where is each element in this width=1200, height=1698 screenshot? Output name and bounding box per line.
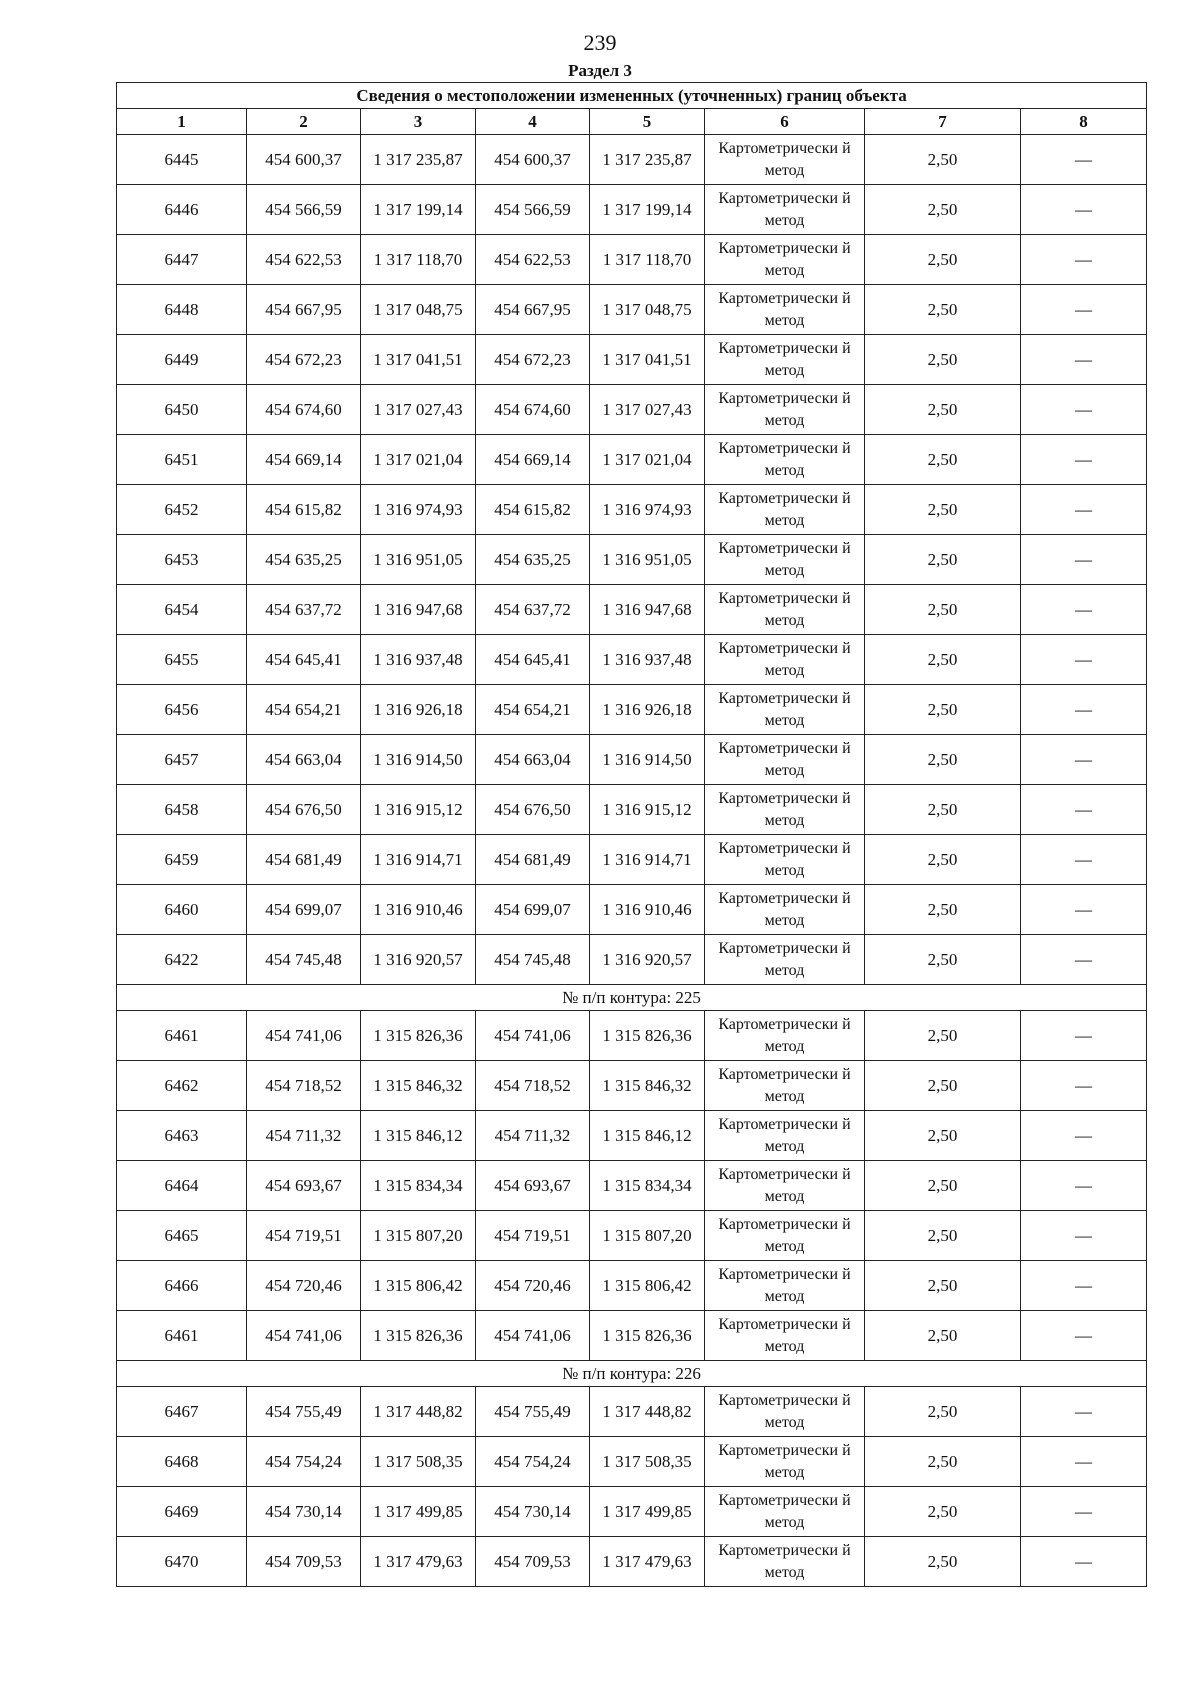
description-cell: — [1021, 1061, 1147, 1111]
contour-header-row [117, 985, 1147, 1011]
column-header: 5 [590, 109, 705, 135]
accuracy-cell: 2,50 [865, 1211, 1021, 1261]
x-new-cell: 454 711,32 [476, 1111, 590, 1161]
x-old-cell: 454 693,67 [247, 1161, 361, 1211]
x-new-cell: 454 669,14 [476, 435, 590, 485]
accuracy-cell: 2,50 [865, 235, 1021, 285]
table-row [117, 935, 1147, 985]
table-row [117, 835, 1147, 885]
accuracy-cell: 2,50 [865, 385, 1021, 435]
y-old-cell: 1 316 915,12 [361, 785, 476, 835]
accuracy-cell: 2,50 [865, 1061, 1021, 1111]
x-old-cell: 454 672,23 [247, 335, 361, 385]
description-cell: — [1021, 785, 1147, 835]
point-number-cell: 6467 [117, 1387, 247, 1437]
method-cell: Картометрически й метод [705, 535, 865, 585]
table-caption: Сведения о местоположении измененных (уточненных) границ объекта [117, 83, 1147, 109]
x-new-cell: 454 709,53 [476, 1537, 590, 1587]
column-header-row [117, 109, 1147, 135]
y-old-cell: 1 317 041,51 [361, 335, 476, 385]
point-number-cell: 6448 [117, 285, 247, 335]
description-cell: — [1021, 585, 1147, 635]
description-cell: — [1021, 1387, 1147, 1437]
x-new-cell: 454 745,48 [476, 935, 590, 985]
x-new-cell: 454 566,59 [476, 185, 590, 235]
description-cell: — [1021, 1011, 1147, 1061]
description-cell: — [1021, 835, 1147, 885]
x-new-cell: 454 622,53 [476, 235, 590, 285]
table-row [117, 785, 1147, 835]
table-row [117, 1261, 1147, 1311]
x-new-cell: 454 654,21 [476, 685, 590, 735]
method-cell: Картометрически й метод [705, 635, 865, 685]
description-cell: — [1021, 735, 1147, 785]
x-new-cell: 454 741,06 [476, 1311, 590, 1361]
x-old-cell: 454 745,48 [247, 935, 361, 985]
y-old-cell: 1 316 937,48 [361, 635, 476, 685]
method-cell: Картометрически й метод [705, 585, 865, 635]
accuracy-cell: 2,50 [865, 935, 1021, 985]
y-new-cell: 1 317 027,43 [590, 385, 705, 435]
method-cell: Картометрически й метод [705, 485, 865, 535]
x-old-cell: 454 669,14 [247, 435, 361, 485]
point-number-cell: 6446 [117, 185, 247, 235]
method-cell: Картометрически й метод [705, 1487, 865, 1537]
column-header: 1 [117, 109, 247, 135]
point-number-cell: 6449 [117, 335, 247, 385]
point-number-cell: 6464 [117, 1161, 247, 1211]
point-number-cell: 6447 [117, 235, 247, 285]
y-new-cell: 1 317 118,70 [590, 235, 705, 285]
column-header: 7 [865, 109, 1021, 135]
y-old-cell: 1 317 048,75 [361, 285, 476, 335]
description-cell: — [1021, 135, 1147, 185]
x-old-cell: 454 711,32 [247, 1111, 361, 1161]
table-row [117, 335, 1147, 385]
y-old-cell: 1 317 235,87 [361, 135, 476, 185]
method-cell: Картометрически й метод [705, 1311, 865, 1361]
description-cell: — [1021, 185, 1147, 235]
point-number-cell: 6454 [117, 585, 247, 635]
y-old-cell: 1 316 951,05 [361, 535, 476, 585]
description-cell: — [1021, 1161, 1147, 1211]
y-old-cell: 1 315 846,12 [361, 1111, 476, 1161]
description-cell: — [1021, 1211, 1147, 1261]
x-old-cell: 454 654,21 [247, 685, 361, 735]
table-row [117, 285, 1147, 335]
x-old-cell: 454 637,72 [247, 585, 361, 635]
method-cell: Картометрически й метод [705, 1161, 865, 1211]
x-old-cell: 454 741,06 [247, 1311, 361, 1361]
x-new-cell: 454 672,23 [476, 335, 590, 385]
y-old-cell: 1 317 027,43 [361, 385, 476, 435]
accuracy-cell: 2,50 [865, 1387, 1021, 1437]
method-cell: Картометрически й метод [705, 785, 865, 835]
x-new-cell: 454 693,67 [476, 1161, 590, 1211]
table-row [117, 1161, 1147, 1211]
accuracy-cell: 2,50 [865, 1111, 1021, 1161]
y-new-cell: 1 316 914,50 [590, 735, 705, 785]
x-new-cell: 454 719,51 [476, 1211, 590, 1261]
description-cell: — [1021, 535, 1147, 585]
method-cell: Картометрически й метод [705, 1387, 865, 1437]
page-number: 239 [583, 30, 617, 55]
accuracy-cell: 2,50 [865, 885, 1021, 935]
description-cell: — [1021, 935, 1147, 985]
method-cell: Картометрически й метод [705, 335, 865, 385]
section-title: Раздел 3 [568, 61, 632, 80]
y-old-cell: 1 315 826,36 [361, 1311, 476, 1361]
accuracy-cell: 2,50 [865, 1311, 1021, 1361]
x-old-cell: 454 676,50 [247, 785, 361, 835]
accuracy-cell: 2,50 [865, 685, 1021, 735]
description-cell: — [1021, 385, 1147, 435]
y-new-cell: 1 317 508,35 [590, 1437, 705, 1487]
description-cell: — [1021, 235, 1147, 285]
point-number-cell: 6465 [117, 1211, 247, 1261]
x-old-cell: 454 622,53 [247, 235, 361, 285]
x-new-cell: 454 600,37 [476, 135, 590, 185]
accuracy-cell: 2,50 [865, 835, 1021, 885]
y-new-cell: 1 317 479,63 [590, 1537, 705, 1587]
table-row [117, 235, 1147, 285]
point-number-cell: 6470 [117, 1537, 247, 1587]
point-number-cell: 6461 [117, 1011, 247, 1061]
x-new-cell: 454 754,24 [476, 1437, 590, 1487]
accuracy-cell: 2,50 [865, 1487, 1021, 1537]
method-cell: Картометрически й метод [705, 1011, 865, 1061]
accuracy-cell: 2,50 [865, 735, 1021, 785]
contour-label: № п/п контура: 226 [117, 1361, 1147, 1387]
y-new-cell: 1 316 974,93 [590, 485, 705, 535]
x-new-cell: 454 741,06 [476, 1011, 590, 1061]
x-old-cell: 454 699,07 [247, 885, 361, 935]
table-row [117, 1311, 1147, 1361]
y-old-cell: 1 316 914,71 [361, 835, 476, 885]
table-row [117, 535, 1147, 585]
column-header: 8 [1021, 109, 1147, 135]
description-cell: — [1021, 335, 1147, 385]
y-new-cell: 1 316 926,18 [590, 685, 705, 735]
table-row [117, 185, 1147, 235]
y-old-cell: 1 317 508,35 [361, 1437, 476, 1487]
accuracy-cell: 2,50 [865, 135, 1021, 185]
method-cell: Картометрически й метод [705, 885, 865, 935]
table-row [117, 735, 1147, 785]
x-old-cell: 454 663,04 [247, 735, 361, 785]
accuracy-cell: 2,50 [865, 1261, 1021, 1311]
method-cell: Картометрически й метод [705, 135, 865, 185]
y-old-cell: 1 317 448,82 [361, 1387, 476, 1437]
y-new-cell: 1 317 041,51 [590, 335, 705, 385]
accuracy-cell: 2,50 [865, 1011, 1021, 1061]
table-row [117, 1387, 1147, 1437]
method-cell: Картометрически й метод [705, 1261, 865, 1311]
accuracy-cell: 2,50 [865, 585, 1021, 635]
coordinates-table [116, 82, 1147, 1587]
y-new-cell: 1 316 910,46 [590, 885, 705, 935]
description-cell: — [1021, 1437, 1147, 1487]
y-old-cell: 1 317 499,85 [361, 1487, 476, 1537]
description-cell: — [1021, 435, 1147, 485]
x-old-cell: 454 600,37 [247, 135, 361, 185]
table-row [117, 635, 1147, 685]
y-new-cell: 1 316 937,48 [590, 635, 705, 685]
accuracy-cell: 2,50 [865, 335, 1021, 385]
x-old-cell: 454 674,60 [247, 385, 361, 435]
x-new-cell: 454 699,07 [476, 885, 590, 935]
y-old-cell: 1 315 826,36 [361, 1011, 476, 1061]
x-new-cell: 454 637,72 [476, 585, 590, 635]
table-row [117, 1011, 1147, 1061]
y-new-cell: 1 316 915,12 [590, 785, 705, 835]
y-old-cell: 1 317 479,63 [361, 1537, 476, 1587]
x-old-cell: 454 754,24 [247, 1437, 361, 1487]
y-old-cell: 1 315 807,20 [361, 1211, 476, 1261]
y-new-cell: 1 315 846,32 [590, 1061, 705, 1111]
table-row [117, 385, 1147, 435]
y-old-cell: 1 315 846,32 [361, 1061, 476, 1111]
table-body [117, 135, 1147, 1587]
y-new-cell: 1 317 048,75 [590, 285, 705, 335]
accuracy-cell: 2,50 [865, 1437, 1021, 1487]
description-cell: — [1021, 1111, 1147, 1161]
y-old-cell: 1 315 834,34 [361, 1161, 476, 1211]
accuracy-cell: 2,50 [865, 285, 1021, 335]
point-number-cell: 6422 [117, 935, 247, 985]
y-old-cell: 1 316 947,68 [361, 585, 476, 635]
method-cell: Картометрически й метод [705, 835, 865, 885]
method-cell: Картометрически й метод [705, 935, 865, 985]
y-new-cell: 1 317 235,87 [590, 135, 705, 185]
method-cell: Картометрически й метод [705, 1111, 865, 1161]
x-old-cell: 454 719,51 [247, 1211, 361, 1261]
x-old-cell: 454 720,46 [247, 1261, 361, 1311]
x-old-cell: 454 667,95 [247, 285, 361, 335]
description-cell: — [1021, 1311, 1147, 1361]
accuracy-cell: 2,50 [865, 1161, 1021, 1211]
table-row [117, 585, 1147, 635]
column-header: 3 [361, 109, 476, 135]
point-number-cell: 6456 [117, 685, 247, 735]
x-new-cell: 454 718,52 [476, 1061, 590, 1111]
point-number-cell: 6460 [117, 885, 247, 935]
method-cell: Картометрически й метод [705, 1437, 865, 1487]
table-row [117, 685, 1147, 735]
y-new-cell: 1 315 807,20 [590, 1211, 705, 1261]
contour-label: № п/п контура: 225 [117, 985, 1147, 1011]
accuracy-cell: 2,50 [865, 535, 1021, 585]
y-new-cell: 1 316 951,05 [590, 535, 705, 585]
accuracy-cell: 2,50 [865, 635, 1021, 685]
table-row [117, 435, 1147, 485]
x-new-cell: 454 615,82 [476, 485, 590, 535]
x-new-cell: 454 730,14 [476, 1487, 590, 1537]
x-new-cell: 454 635,25 [476, 535, 590, 585]
table-row [117, 485, 1147, 535]
table-row [117, 135, 1147, 185]
method-cell: Картометрически й метод [705, 235, 865, 285]
point-number-cell: 6466 [117, 1261, 247, 1311]
point-number-cell: 6468 [117, 1437, 247, 1487]
x-new-cell: 454 645,41 [476, 635, 590, 685]
y-old-cell: 1 317 199,14 [361, 185, 476, 235]
column-header: 4 [476, 109, 590, 135]
x-old-cell: 454 645,41 [247, 635, 361, 685]
x-old-cell: 454 681,49 [247, 835, 361, 885]
description-cell: — [1021, 635, 1147, 685]
x-old-cell: 454 709,53 [247, 1537, 361, 1587]
description-cell: — [1021, 885, 1147, 935]
x-old-cell: 454 730,14 [247, 1487, 361, 1537]
column-header: 6 [705, 109, 865, 135]
point-number-cell: 6452 [117, 485, 247, 535]
point-number-cell: 6451 [117, 435, 247, 485]
x-new-cell: 454 755,49 [476, 1387, 590, 1437]
description-cell: — [1021, 1537, 1147, 1587]
y-old-cell: 1 317 021,04 [361, 435, 476, 485]
point-number-cell: 6462 [117, 1061, 247, 1111]
table-row [117, 1061, 1147, 1111]
y-old-cell: 1 316 974,93 [361, 485, 476, 535]
point-number-cell: 6457 [117, 735, 247, 785]
accuracy-cell: 2,50 [865, 185, 1021, 235]
x-old-cell: 454 741,06 [247, 1011, 361, 1061]
method-cell: Картометрически й метод [705, 1211, 865, 1261]
x-new-cell: 454 674,60 [476, 385, 590, 435]
y-old-cell: 1 316 920,57 [361, 935, 476, 985]
description-cell: — [1021, 485, 1147, 535]
table-row [117, 1111, 1147, 1161]
table-row [117, 1537, 1147, 1587]
method-cell: Картометрически й метод [705, 435, 865, 485]
x-old-cell: 454 755,49 [247, 1387, 361, 1437]
point-number-cell: 6461 [117, 1311, 247, 1361]
y-new-cell: 1 315 834,34 [590, 1161, 705, 1211]
point-number-cell: 6469 [117, 1487, 247, 1537]
accuracy-cell: 2,50 [865, 485, 1021, 535]
table-row [117, 1437, 1147, 1487]
point-number-cell: 6453 [117, 535, 247, 585]
x-new-cell: 454 667,95 [476, 285, 590, 335]
contour-header-row [117, 1361, 1147, 1387]
x-old-cell: 454 615,82 [247, 485, 361, 535]
point-number-cell: 6463 [117, 1111, 247, 1161]
point-number-cell: 6459 [117, 835, 247, 885]
y-new-cell: 1 315 806,42 [590, 1261, 705, 1311]
y-old-cell: 1 315 806,42 [361, 1261, 476, 1311]
method-cell: Картометрически й метод [705, 735, 865, 785]
method-cell: Картометрически й метод [705, 685, 865, 735]
point-number-cell: 6445 [117, 135, 247, 185]
table-row [117, 1211, 1147, 1261]
y-new-cell: 1 316 947,68 [590, 585, 705, 635]
y-new-cell: 1 315 826,36 [590, 1011, 705, 1061]
y-new-cell: 1 317 499,85 [590, 1487, 705, 1537]
description-cell: — [1021, 1261, 1147, 1311]
x-new-cell: 454 720,46 [476, 1261, 590, 1311]
accuracy-cell: 2,50 [865, 785, 1021, 835]
x-new-cell: 454 676,50 [476, 785, 590, 835]
accuracy-cell: 2,50 [865, 435, 1021, 485]
x-old-cell: 454 566,59 [247, 185, 361, 235]
table-row [117, 1487, 1147, 1537]
x-new-cell: 454 681,49 [476, 835, 590, 885]
x-new-cell: 454 663,04 [476, 735, 590, 785]
y-new-cell: 1 317 448,82 [590, 1387, 705, 1437]
method-cell: Картометрически й метод [705, 285, 865, 335]
method-cell: Картометрически й метод [705, 385, 865, 435]
x-old-cell: 454 635,25 [247, 535, 361, 585]
accuracy-cell: 2,50 [865, 1537, 1021, 1587]
table-row [117, 885, 1147, 935]
y-old-cell: 1 316 926,18 [361, 685, 476, 735]
y-old-cell: 1 317 118,70 [361, 235, 476, 285]
y-new-cell: 1 316 920,57 [590, 935, 705, 985]
y-new-cell: 1 317 199,14 [590, 185, 705, 235]
method-cell: Картометрически й метод [705, 185, 865, 235]
method-cell: Картометрически й метод [705, 1537, 865, 1587]
y-new-cell: 1 316 914,71 [590, 835, 705, 885]
description-cell: — [1021, 285, 1147, 335]
description-cell: — [1021, 1487, 1147, 1537]
method-cell: Картометрически й метод [705, 1061, 865, 1111]
y-new-cell: 1 317 021,04 [590, 435, 705, 485]
y-old-cell: 1 316 910,46 [361, 885, 476, 935]
y-new-cell: 1 315 846,12 [590, 1111, 705, 1161]
point-number-cell: 6458 [117, 785, 247, 835]
description-cell: — [1021, 685, 1147, 735]
point-number-cell: 6455 [117, 635, 247, 685]
y-new-cell: 1 315 826,36 [590, 1311, 705, 1361]
x-old-cell: 454 718,52 [247, 1061, 361, 1111]
column-header: 2 [247, 109, 361, 135]
point-number-cell: 6450 [117, 385, 247, 435]
y-old-cell: 1 316 914,50 [361, 735, 476, 785]
